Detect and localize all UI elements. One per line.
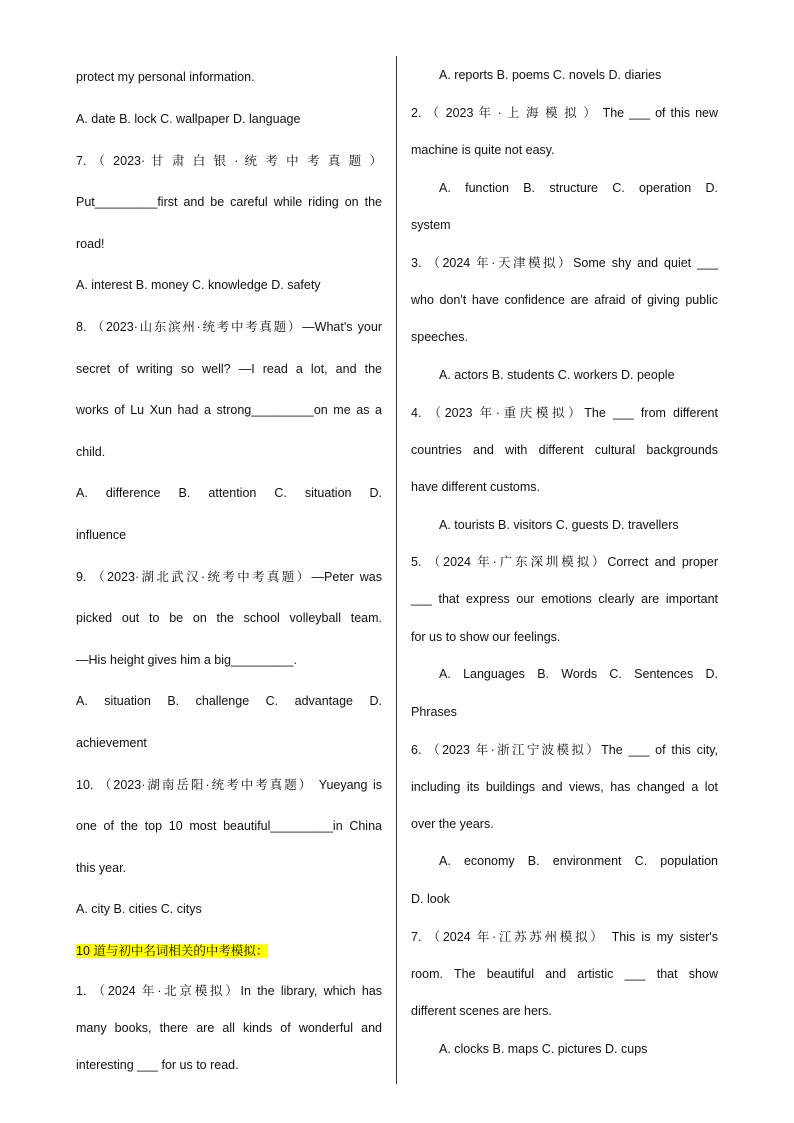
left-text-line: protect my personal information. — [76, 70, 255, 84]
right-text-line: room. The beautiful and artistic ___ that show — [411, 967, 718, 981]
right-text-line: 3. （2024 年·天津模拟）Some shy and quiet ___ — [411, 256, 718, 270]
left-text-line: secret of writing so well? —I read a lot, and the — [76, 362, 382, 376]
left-text-line: picked out to be on the school volleyball team. — [76, 611, 382, 625]
right-text-line: A. actors B. students C. workers D. people — [439, 368, 675, 382]
left-text-line: 8. （2023·山东滨州·统考中考真题）—What's your — [76, 320, 382, 334]
left-text-line: 10. （2023·湖南岳阳·统考中考真题） Yueyang is — [76, 778, 382, 792]
right-text-line: have different customs. — [411, 480, 541, 494]
left-text-line — [76, 943, 268, 959]
right-text-line: including its buildings and views, has changed a lot — [411, 780, 718, 794]
right-text-line: 4. （2023 年·重庆模拟）The ___ from different — [411, 406, 718, 420]
right-text-line: countries and with different cultural backgrounds — [411, 443, 718, 457]
right-text-line: Phrases — [411, 705, 457, 719]
left-text-line: Put_________first and be careful while riding on the — [76, 195, 382, 209]
right-text-line: D. look — [411, 892, 450, 906]
left-text-line: influence — [76, 528, 127, 542]
right-text-line: A. tourists B. visitors C. guests D. travellers — [439, 518, 679, 532]
right-text-line: over the years. — [411, 817, 494, 831]
right-text-line: 6. （2023 年·浙江宁波模拟）The ___ of this city, — [411, 743, 718, 757]
column-divider — [396, 56, 397, 1084]
left-text-line: A. interest B. money C. knowledge D. safety — [76, 278, 321, 292]
left-text-line: road! — [76, 237, 105, 251]
right-text-line: 7. （2024 年·江苏苏州模拟） This is my sister's — [411, 930, 718, 944]
left-text-line: works of Lu Xun had a strong_________on me as a — [76, 403, 382, 417]
left-text-line: A. city B. cities C. citys — [76, 902, 202, 916]
section-heading-highlight: 10 道与初中名词相关的中考模拟： — [76, 944, 269, 958]
left-text-line: 7. （ 2023· 甘 肃 白 银 · 统 考 中 考 真 题 ） — [76, 154, 382, 168]
left-text-line: achievement — [76, 736, 147, 750]
left-text-line: A. difference B. attention C. situation D. — [76, 486, 382, 500]
left-text-line: interesting ___ for us to read. — [76, 1058, 239, 1072]
right-text-line: speeches. — [411, 330, 468, 344]
left-text-line: 1. （2024 年·北京模拟）In the library, which has — [76, 984, 382, 998]
right-text-line: machine is quite not easy. — [411, 143, 555, 157]
right-text-line: A. Languages B. Words C. Sentences D. — [439, 667, 718, 681]
right-text-line: who don't have confidence are afraid of giving public — [411, 293, 718, 307]
left-text-line: one of the top 10 most beautiful_________in China — [76, 819, 382, 833]
right-text-line: A. economy B. environment C. population — [439, 854, 718, 868]
left-text-line: 9. （2023·湖北武汉·统考中考真题）—Peter was — [76, 570, 382, 584]
right-text-line: system — [411, 218, 451, 232]
left-text-line: A. situation B. challenge C. advantage D. — [76, 694, 382, 708]
right-text-line: A. clocks B. maps C. pictures D. cups — [439, 1042, 648, 1056]
right-text-line: different scenes are hers. — [411, 1004, 552, 1018]
right-text-line: A. function B. structure C. operation D. — [439, 181, 718, 195]
left-text-line: —His height gives him a big_________. — [76, 653, 297, 667]
right-text-line: ___ that express our emotions clearly are important — [411, 592, 718, 606]
left-text-line: A. date B. lock C. wallpaper D. language — [76, 112, 301, 126]
right-text-line: 2. （ 2023 年 · 上 海 模 拟 ） The ___ of this new — [411, 106, 718, 120]
left-text-line: child. — [76, 445, 106, 459]
right-text-line: for us to show our feelings. — [411, 630, 561, 644]
left-text-line: this year. — [76, 861, 127, 875]
right-text-line: A. reports B. poems C. novels D. diaries — [439, 68, 662, 82]
right-text-line: 5. （2024 年·广东深圳模拟）Correct and proper — [411, 555, 718, 569]
left-text-line: many books, there are all kinds of wonderful and — [76, 1021, 382, 1035]
